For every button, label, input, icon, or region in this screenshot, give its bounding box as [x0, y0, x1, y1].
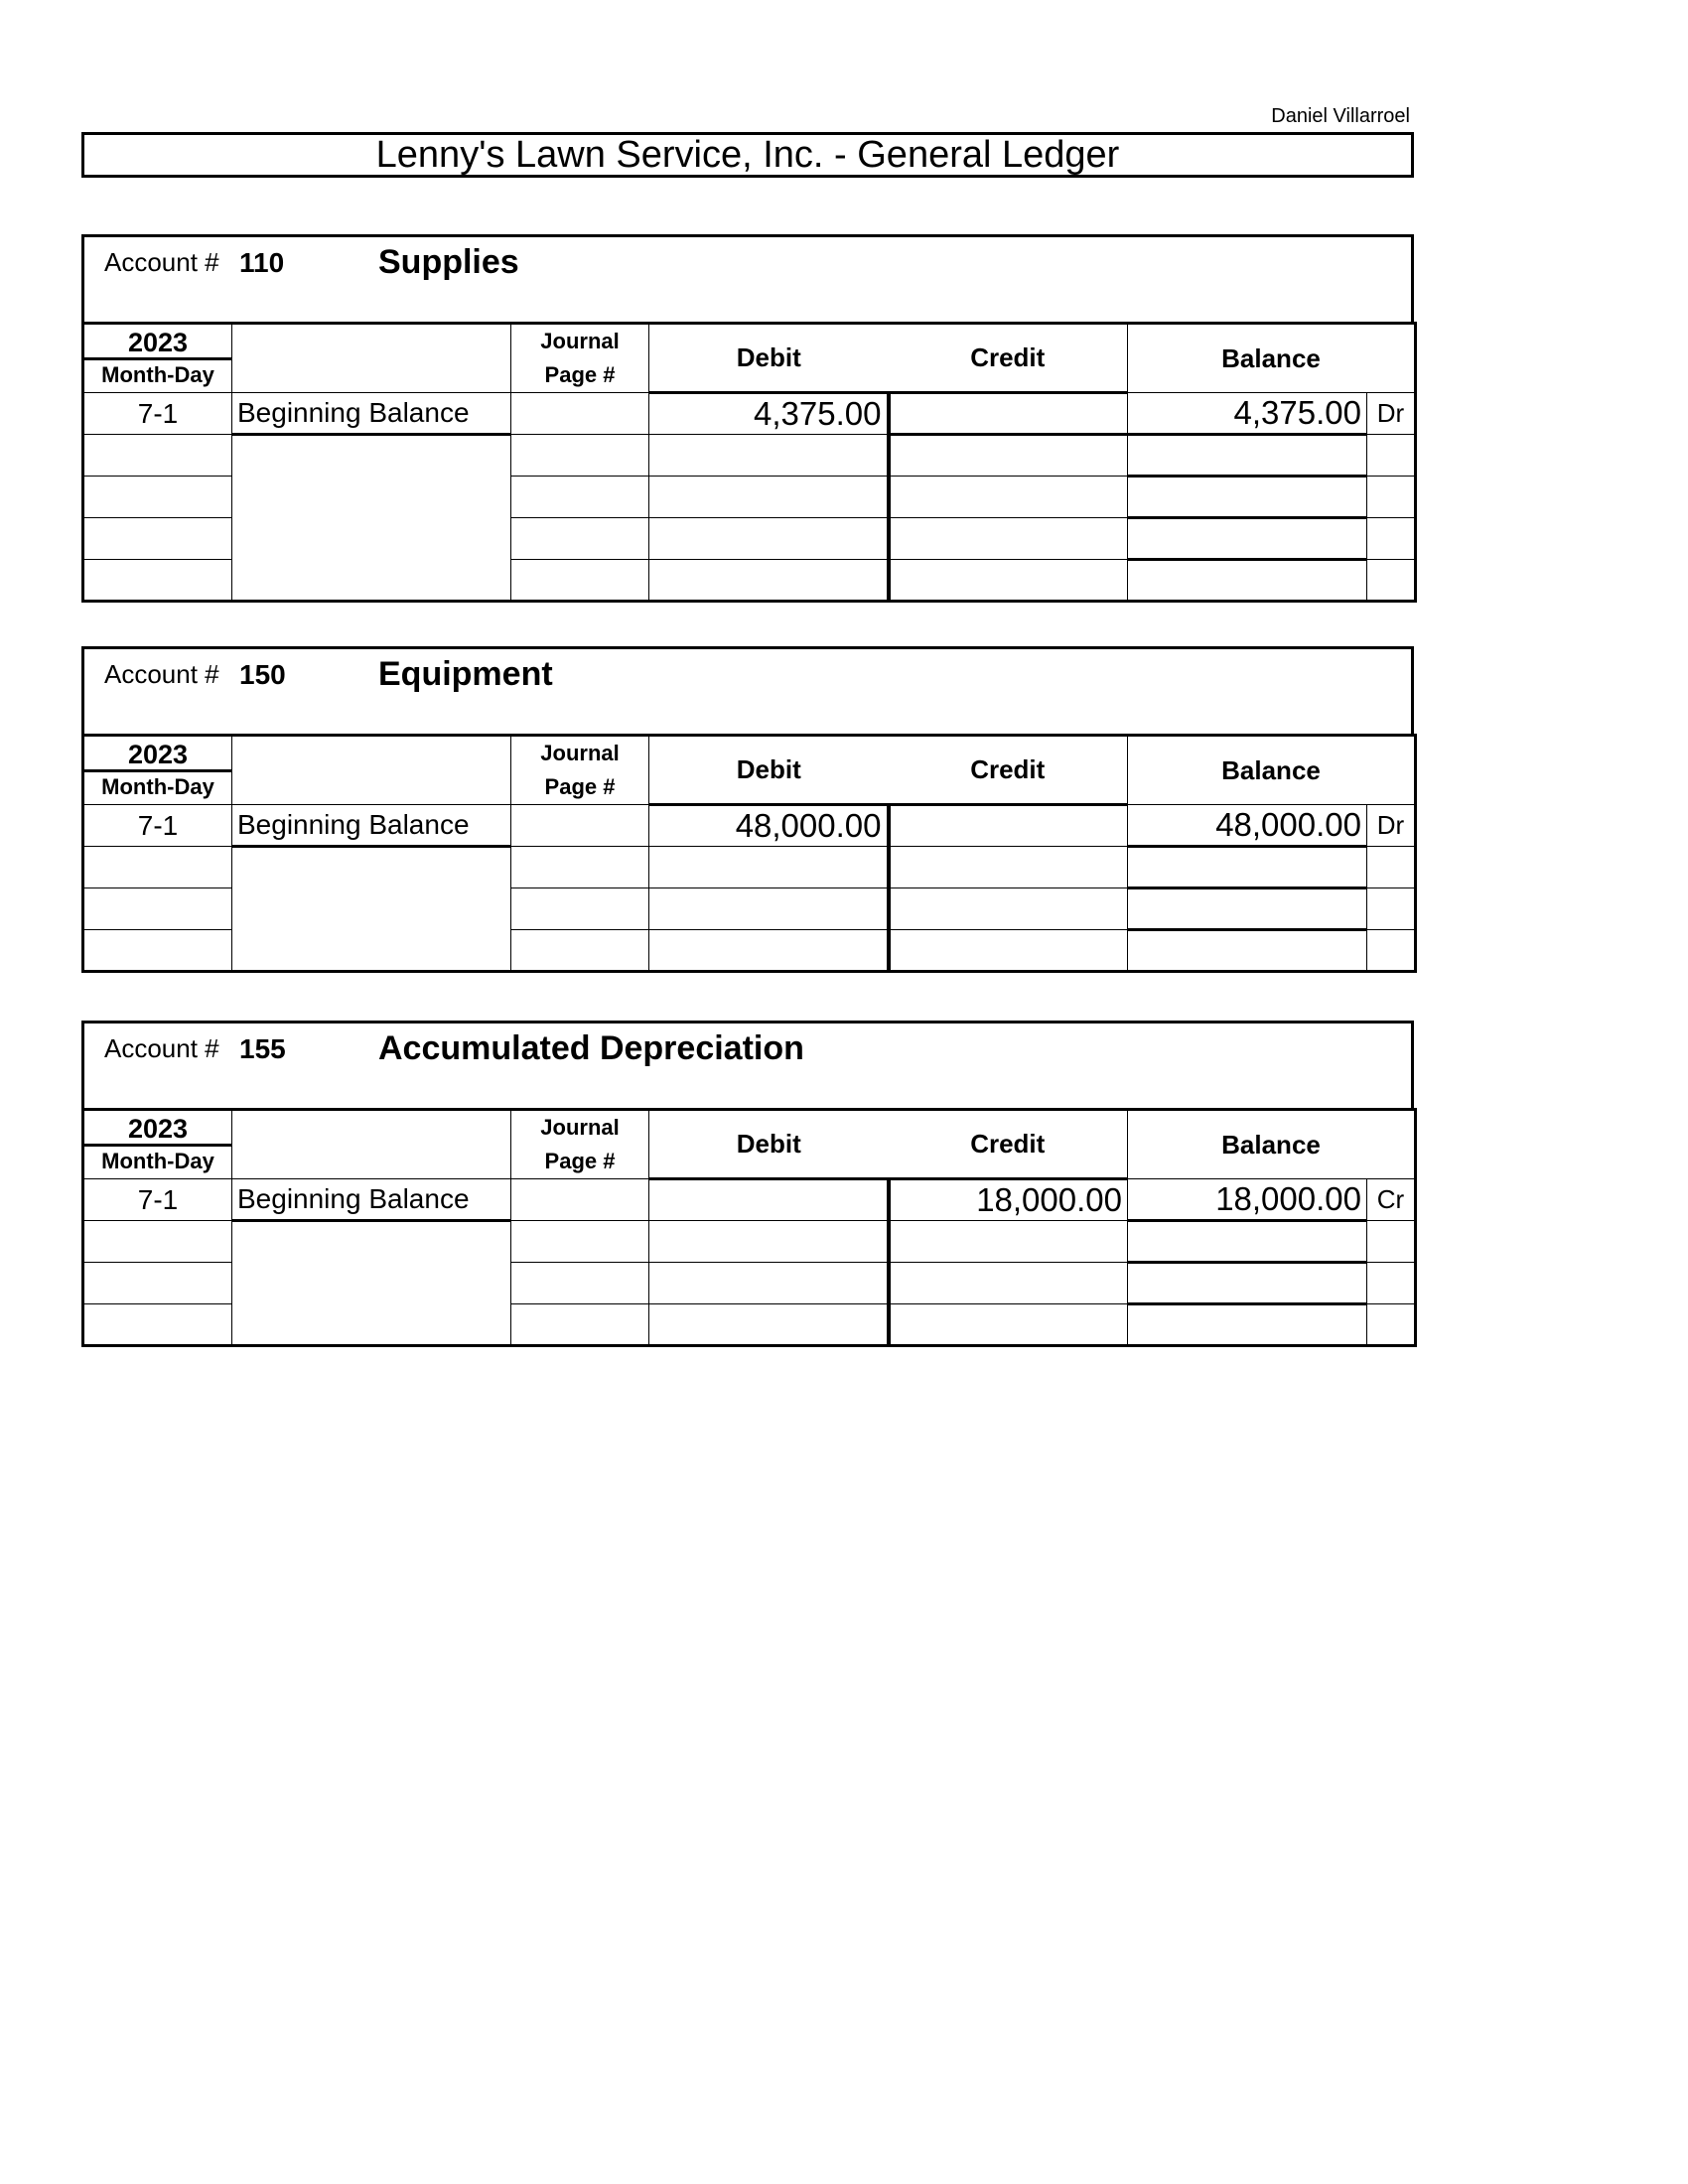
entry-debit: 4,375.00 — [649, 393, 889, 435]
description-header — [232, 324, 511, 393]
entry-balance-side: Dr — [1367, 393, 1416, 435]
account-number-label: Account # — [104, 1033, 219, 1063]
entry-balance: 4,375.00 — [1128, 393, 1367, 435]
month-day-header: Month-Day — [101, 1148, 214, 1173]
description-header — [232, 1110, 511, 1179]
year-header: 2023 — [84, 1114, 231, 1147]
account-block-equipment — [81, 646, 1414, 973]
entry-credit — [889, 805, 1128, 847]
entry-date: 7-1 — [83, 393, 232, 435]
table-row — [83, 393, 1416, 435]
credit-header: Credit — [889, 1110, 1128, 1179]
entry-credit — [889, 393, 1128, 435]
entry-journal-page — [511, 1179, 649, 1221]
account-header — [81, 646, 1414, 734]
entry-credit: 18,000.00 — [889, 1179, 1128, 1221]
journal-page-header: Journal Page # — [511, 736, 649, 805]
account-block-supplies — [81, 234, 1414, 603]
balance-header: Balance — [1128, 736, 1416, 805]
credit-header: Credit — [889, 736, 1128, 805]
entry-journal-page — [511, 393, 649, 435]
table-row — [83, 805, 1416, 847]
account-name: Supplies — [378, 243, 519, 281]
table-row — [83, 1179, 1416, 1221]
entry-date: 7-1 — [83, 1179, 232, 1221]
entry-balance: 18,000.00 — [1128, 1179, 1367, 1221]
account-number: 155 — [239, 1033, 286, 1064]
date-header — [83, 1110, 232, 1179]
year-header: 2023 — [84, 740, 231, 772]
table-row — [83, 847, 1416, 888]
entry-description: Beginning Balance — [232, 1179, 511, 1221]
entry-date: 7-1 — [83, 805, 232, 847]
author-name: Daniel Villarroel — [1271, 105, 1410, 127]
account-header — [81, 1021, 1414, 1108]
account-name: Equipment — [378, 655, 553, 693]
account-name: Accumulated Depreciation — [378, 1029, 804, 1067]
debit-header: Debit — [649, 736, 889, 805]
entry-description: Beginning Balance — [232, 805, 511, 847]
account-block-accumulated-depreciation — [81, 1021, 1414, 1347]
description-header — [232, 736, 511, 805]
entry-description: Beginning Balance — [232, 393, 511, 435]
month-day-header: Month-Day — [101, 773, 214, 799]
debit-header: Debit — [649, 324, 889, 393]
table-row — [83, 1221, 1416, 1263]
account-number: 150 — [239, 659, 286, 690]
ledger-table — [81, 734, 1417, 973]
entry-balance-side: Dr — [1367, 805, 1416, 847]
account-header — [81, 234, 1414, 322]
entry-debit — [649, 1179, 889, 1221]
ledger-table — [81, 1108, 1417, 1347]
journal-page-header: Journal Page # — [511, 324, 649, 393]
credit-header: Credit — [889, 324, 1128, 393]
account-number-label: Account # — [104, 659, 219, 689]
entry-journal-page — [511, 805, 649, 847]
account-number: 110 — [239, 247, 285, 278]
entry-debit: 48,000.00 — [649, 805, 889, 847]
balance-header: Balance — [1128, 1110, 1416, 1179]
month-day-header: Month-Day — [101, 361, 214, 387]
entry-balance-side: Cr — [1367, 1179, 1416, 1221]
entry-balance: 48,000.00 — [1128, 805, 1367, 847]
year-header: 2023 — [84, 328, 231, 360]
table-row — [83, 435, 1416, 477]
journal-page-header: Journal Page # — [511, 1110, 649, 1179]
ledger-table — [81, 322, 1417, 603]
debit-header: Debit — [649, 1110, 889, 1179]
account-number-label: Account # — [104, 247, 219, 277]
balance-header: Balance — [1128, 324, 1416, 393]
ledger-title: Lenny's Lawn Service, Inc. - General Ledger — [81, 132, 1414, 178]
date-header — [83, 736, 232, 805]
date-header — [83, 324, 232, 393]
